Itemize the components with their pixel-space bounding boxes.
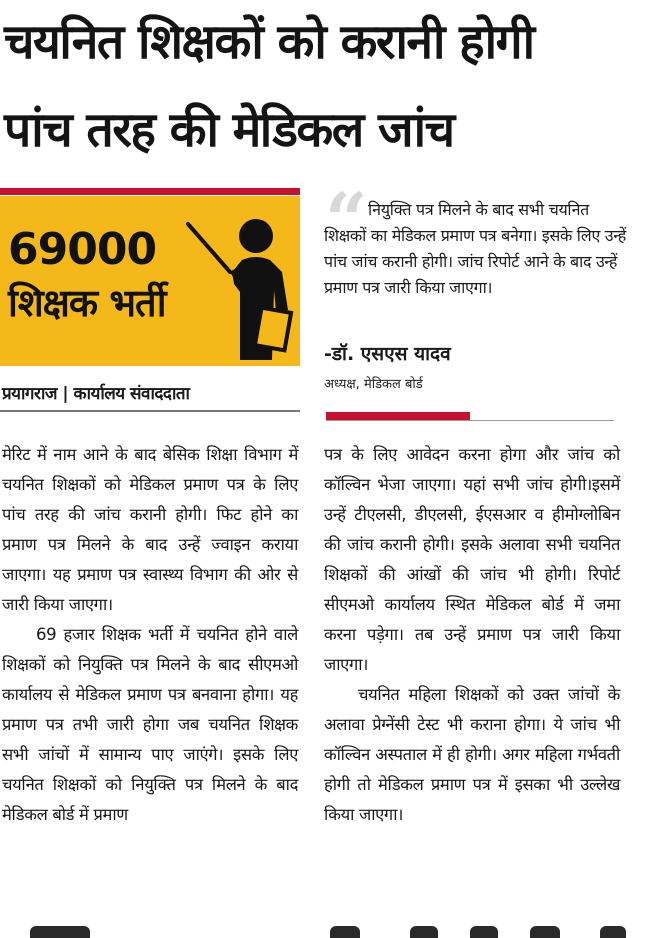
body-paragraph: चयनित महिला शिक्षकों को उक्त जांचों के अलावा प्रेग्नेंसी टेस्ट भी कराना होगा। ये जांच भी कॉल्विन अस्पताल में ही होगी। अगर महिला गर्भवती होगी तो मेडिकल प्रमाण पत्र में इसका भी उल्लेख किया जाएगा।	[324, 685, 620, 824]
recruitment-badge	[0, 196, 300, 366]
body-paragraph: 69 हजार शिक्षक भर्ती में चयनित होने वाले शिक्षकों को नियुक्ति पत्र मिलने के बाद सीएमओ कार्यालय से मेडिकल प्रमाण पत्र बनवाना होगा। यह प्रमाण पत्र तभी जारी होगा जब चयनित शिक्षक सभी जांचों में सामान्य पाए जाएंगे। इसके लिए चयनित शिक्षकों को नियुक्ति पत्र मिलने के बाद मेडिकल बोर्ड में प्रमाण	[2, 625, 298, 824]
pull-quote-text: नियुक्ति पत्र मिलने के बाद सभी चयनित शिक्षकों का मेडिकल प्रमाण पत्र बनेगा। इसके लिए उन्हें पांच जांच करानी होगी। जांच रिपोर्ट आने के बाद उन्हें प्रमाण पत्र जारी किया जाएगा।	[324, 200, 626, 297]
byline-rule	[0, 410, 300, 412]
body-column-left	[2, 440, 298, 830]
quote-red-rule	[326, 412, 470, 420]
byline: प्रयागराज | कार्यालय संवाददाता	[2, 384, 190, 404]
body-paragraph: पत्र के लिए आवेदन करना होगा और जांच को कॉल्विन भेजा जाएगा। यहां सभी जांच होगी।इसमें उन्हें टीएलसी, डीएलसी, ईएसआर व हीमोग्लोबिन की जांच करानी होगी। इसके अलावा सभी चयनित शिक्षकों की आंखों की जांच भी होगी। रिपोर्ट सीएमओ कार्यालय स्थित मेडिकल बोर्ड में जमा करना पड़ेगा। तब उन्हें प्रमाण पत्र जारी किया जाएगा।	[324, 445, 620, 674]
cropped-next-text	[600, 926, 626, 938]
cropped-next-text	[30, 926, 90, 938]
quote-grey-rule	[326, 420, 614, 421]
headline-line-2: पांच तरह की मेडिकल जांच	[4, 102, 454, 158]
cropped-next-text	[330, 926, 360, 938]
cropped-next-text	[470, 926, 498, 938]
left-red-rule	[0, 188, 300, 195]
quote-mark-icon: “	[325, 178, 368, 264]
cropped-next-text	[410, 926, 438, 938]
body-column-right	[324, 440, 620, 830]
badge-label: शिक्षक भर्ती	[8, 281, 166, 325]
headline-line-1: चयनित शिक्षकों को करानी होगी	[4, 14, 534, 70]
cropped-next-text	[530, 926, 560, 938]
pull-quote-role: अध्यक्ष, मेडिकल बोर्ड	[324, 377, 423, 392]
pull-quote-author: -डॉ. एसएस यादव	[324, 343, 451, 365]
badge-number: 69000	[8, 224, 157, 275]
teacher-with-pointer-icon	[184, 210, 296, 360]
body-paragraph: मेरिट में नाम आने के बाद बेसिक शिक्षा विभाग में चयनित शिक्षकों को मेडिकल प्रमाण पत्र के लिए पांच तरह की जांच करानी होगी। फिट होने का प्रमाण पत्र मिलने के बाद उन्हें ज्वाइन कराया जाएगा। यह प्रमाण पत्र स्वास्थ्य विभाग की ओर से जारी किया जाएगा।	[2, 445, 298, 614]
